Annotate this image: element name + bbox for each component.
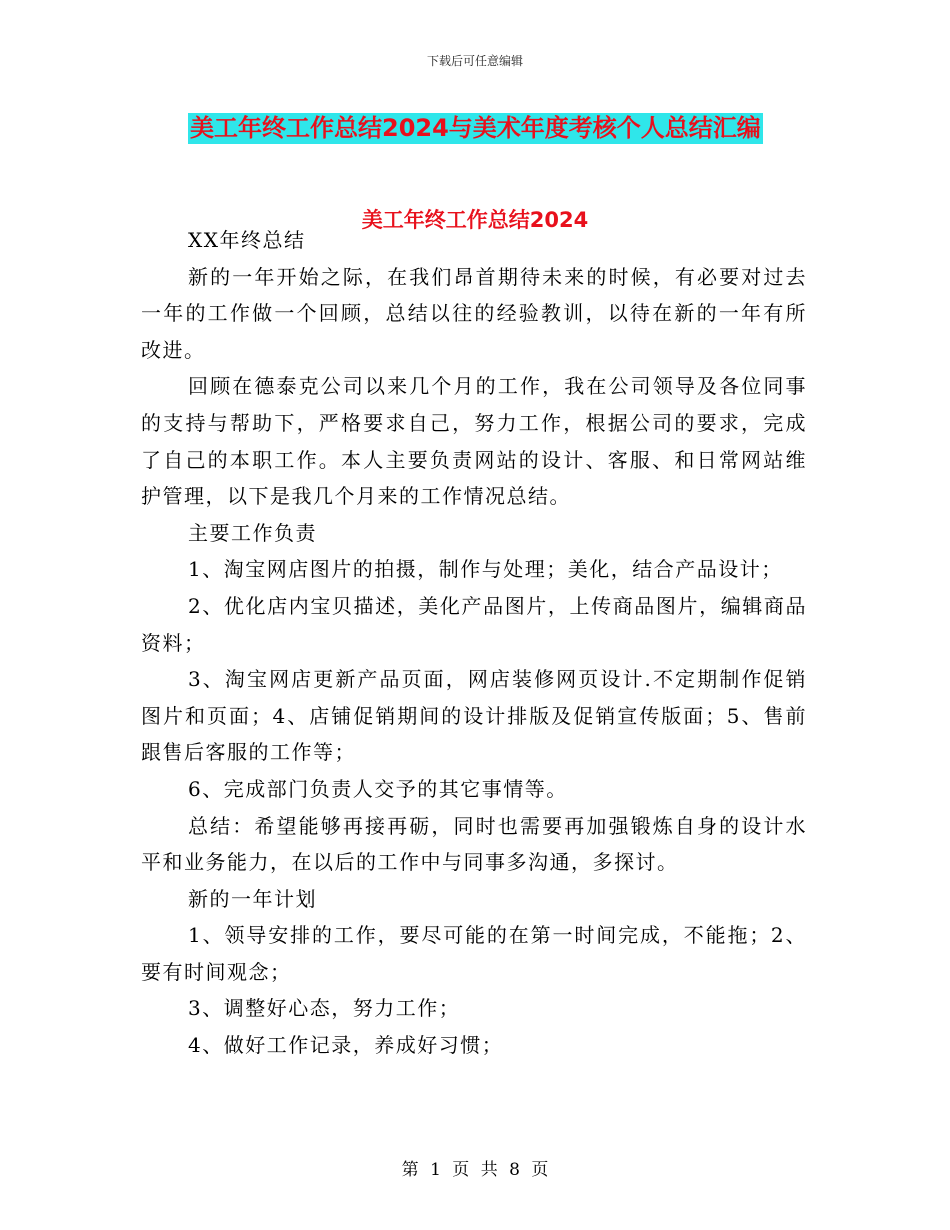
document-body [141, 222, 807, 1064]
page-number: 第 1 页 共 8 页 [401, 1160, 549, 1180]
paragraph: 总结：希望能够再接再砺，同时也需要再加强锻炼自身的设计水平和业务能力，在以后的工作中与同事多沟通，多探讨。 [141, 813, 807, 875]
paragraph: 主要工作负责 [188, 520, 317, 545]
paragraph: XX年终总结 [188, 228, 306, 252]
paragraph: 2、优化店内宝贝描述，美化产品图片，上传商品图片，编辑商品资料； [141, 593, 807, 655]
paragraph: 回顾在德泰克公司以来几个月的工作，我在公司领导及各位同事的支持与帮助下，严格要求自己，努力工作，根据公司的要求，完成了自己的本职工作。本人主要负责网站的设计、客服、和日常网站维护管理，以下是我几个月来的工作情况总结。 [141, 374, 807, 509]
document-title: 美工年终工作总结2024与美术年度考核个人总结汇编 [190, 114, 761, 142]
page-header-note: 下载后可任意编辑 [426, 54, 523, 68]
paragraph: 3、调整好心态，努力工作； [188, 996, 461, 1021]
paragraph: 3、淘宝网店更新产品页面，网店装修网页设计.不定期制作促销图片和页面；4、店铺促销期间的设计排版及促销宣传版面；5、售前跟售后客服的工作等； [141, 667, 807, 765]
paragraph: 新的一年计划 [188, 886, 317, 911]
paragraph: 4、做好工作记录，养成好习惯； [188, 1033, 504, 1058]
paragraph: 新的一年开始之际，在我们昂首期待未来的时候，有必要对过去一年的工作做一个回顾，总结以往的经验教训，以待在新的一年有所改进。 [141, 264, 807, 362]
section-title: 美工年终工作总结2024 [361, 208, 589, 232]
paragraph: 1、淘宝网店图片的拍摄，制作与处理；美化，结合产品设计； [188, 557, 783, 582]
paragraph: 1、领导安排的工作，要尽可能的在第一时间完成，不能拖；2、要有时间观念； [141, 923, 807, 984]
paragraph: 6、完成部门负责人交予的其它事情等。 [188, 776, 568, 801]
